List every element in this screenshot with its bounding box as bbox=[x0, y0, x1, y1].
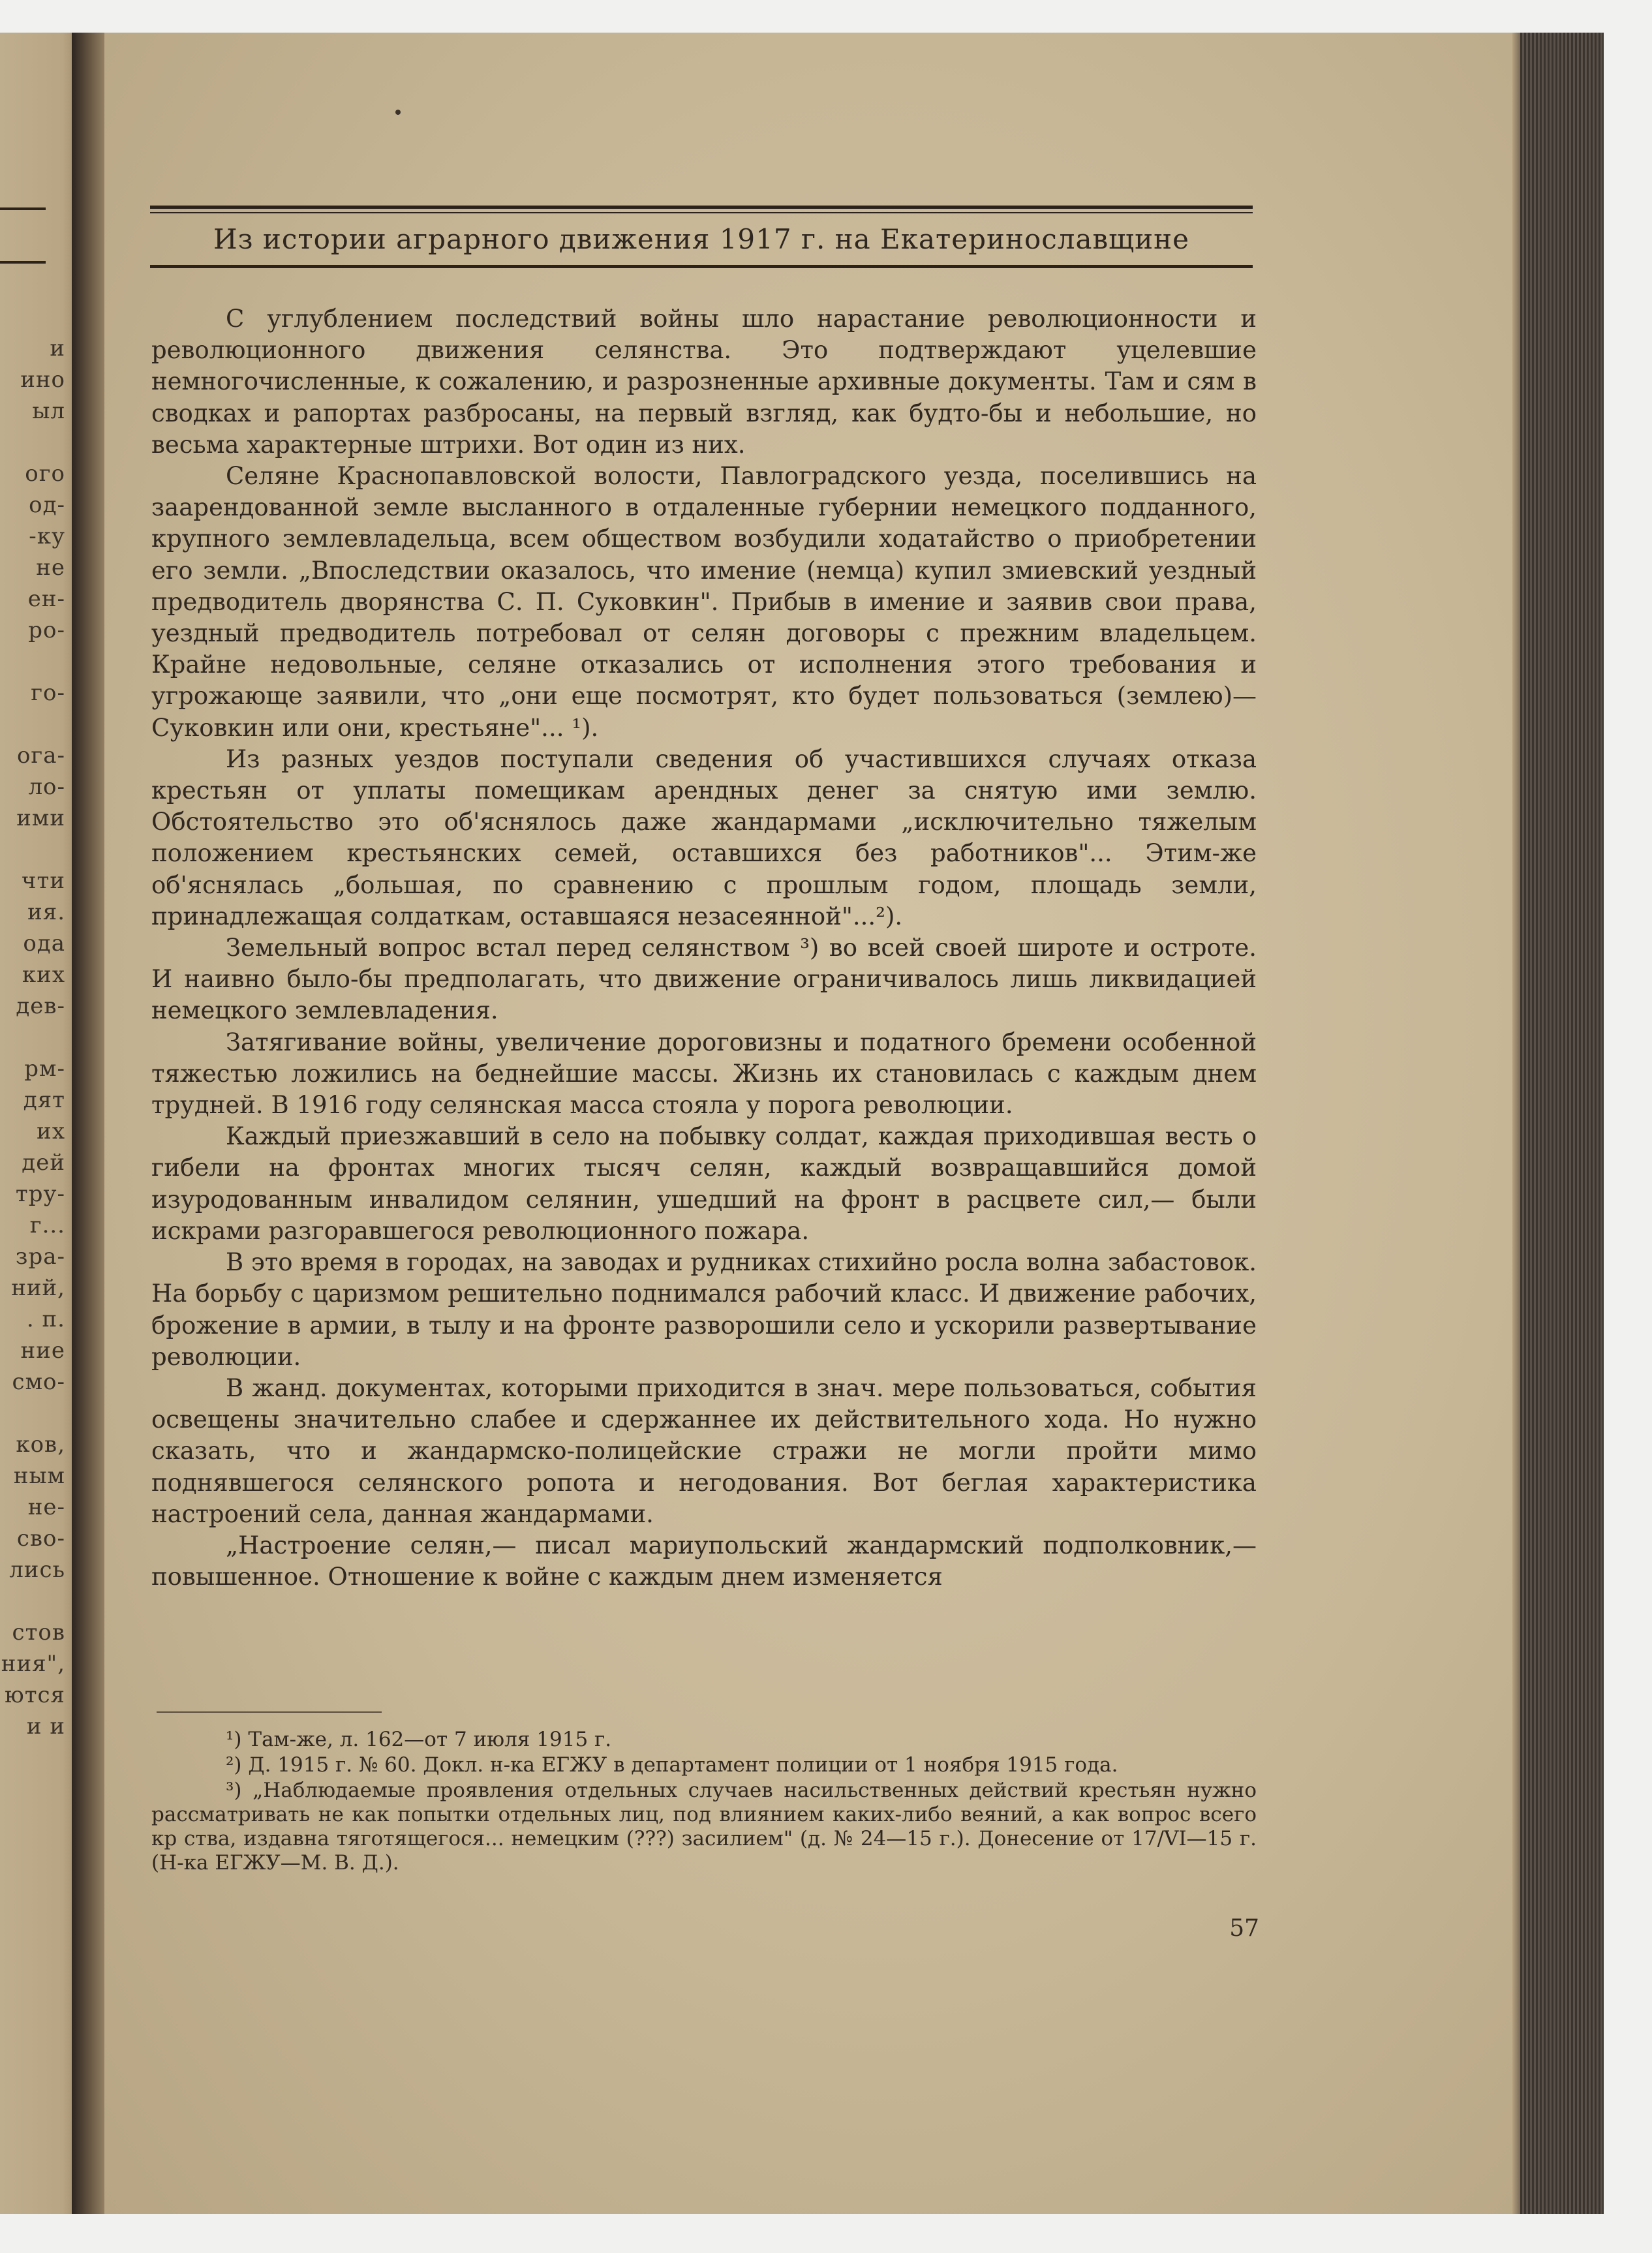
left-page-rule bbox=[0, 261, 46, 264]
left-page-fragment: их bbox=[37, 1118, 65, 1144]
header-rule-top-thin bbox=[150, 212, 1253, 213]
footnote-text: „Наблюдаемые проявления отдельных случаев насильственных действий крестьян нужно рассматривать не как попытки отдельных лиц, под влиянием каких-либо веяний, а как вопрос всего кр ства, издавна тяготящегося... немецким (???) засилием" (д. № 24—15 г.). Донесение от 17/VI—15 г. (Н-ка ЕГЖУ—М. В. Д.). bbox=[151, 1779, 1257, 1875]
left-page-fragment: ино bbox=[20, 367, 65, 393]
paragraph: В это время в городах, на заводах и рудниках стихийно росла волна забастовок. На борьбу с царизмом решительно поднимался рабочий класс. И движение рабочих, брожение в армии, в тылу и на фронте разворошили село и ускорили развертывание революции. bbox=[151, 1248, 1257, 1371]
body-text bbox=[151, 303, 1257, 1593]
left-page-fragment: ков, bbox=[16, 1432, 65, 1458]
footnote-rule bbox=[157, 1711, 382, 1713]
paragraph: Земельный вопрос встал перед селянством ³) во всей своей широте и остроте. И наивно было-бы предполагать, что движение ограничивалось лишь ликвидацией немецкого землевладения. bbox=[151, 934, 1257, 1025]
left-page-fragment: ких bbox=[22, 962, 65, 988]
left-page-fragment: ия. bbox=[27, 899, 65, 925]
left-page-fragment: сво- bbox=[16, 1525, 65, 1552]
left-page-fragment: -ку bbox=[29, 523, 65, 549]
left-page-fragment: ло- bbox=[28, 774, 65, 800]
left-page-fragment bbox=[0, 1586, 65, 1617]
left-page-fragment: ими bbox=[16, 805, 65, 831]
left-page-fragment: ога- bbox=[16, 743, 65, 769]
left-page-fragment bbox=[0, 1022, 65, 1053]
paragraph: Селяне Краснопавловской волости, Павлоградского уезда, поселившись на заарендованной земле высланного в отдаленные губернии немецкого подданного, крупного землевладельца, всем обществом возбудили ходатайство о приобретении его земли. „Впоследствии оказалось, что имение (немца) купил змиевский уездный предводитель дворянства С. П. Суковкин". Прибыв в имение и заявив свои права, уездный предводитель потребовал от селян договоры с прежним владельцем. Крайне недовольные, селяне отказались от исполнения этого требования и угрожающе заявили, что „они еще посмотрят, кто будет пользоваться (землею)—Суковкин или они, крестьяне"... ¹). bbox=[151, 462, 1257, 742]
left-page-fragment: ыл bbox=[32, 398, 65, 424]
page-number: 57 bbox=[1229, 1915, 1259, 1942]
paragraph: В жанд. документах, которыми приходится в знач. мере пользоваться, события освещены значительно слабее и сдержаннее их действительного хода. Но нужно сказать, что и жандармско-полицейские стражи не могли пройти мимо поднявшегося селянского ропота и негодования. Вот беглая характеристика настроений села, данная жандармами. bbox=[151, 1373, 1257, 1528]
left-page-fragment: од- bbox=[29, 492, 65, 518]
running-header: Из истории аграрного движения 1917 г. на Екатеринославщине bbox=[213, 223, 1190, 255]
left-page-fragment bbox=[0, 834, 65, 865]
left-page-fragment: дят bbox=[23, 1087, 65, 1113]
paragraph: Из разных уездов поступали сведения об участившихся случаях отказа крестьян от уплаты помещикам арендных денег за снятую ими землю. Обстоятельство это об'яснялось даже жандармами „исключительно тяжелым положением крестьянских семей, оставшихся без работников"... Этим-же об'яснялась „большая, по сравнению с прошлым годом, площадь земли, принадлежащая солдаткам, оставшаяся незасеянной"...²). bbox=[151, 744, 1257, 930]
footnote-mark: ¹) bbox=[226, 1728, 242, 1751]
footnote-text: Д. 1915 г. № 60. Докл. н-ка ЕГЖУ в департамент полиции от 1 ноября 1915 года. bbox=[248, 1753, 1118, 1777]
left-page-fragment: рм- bbox=[24, 1056, 65, 1082]
footnote bbox=[151, 1753, 1257, 1777]
footnote bbox=[151, 1728, 1257, 1752]
footnote-text: Там-же, л. 162—от 7 июля 1915 г. bbox=[248, 1728, 612, 1751]
left-page-fragment: чти bbox=[22, 868, 65, 894]
left-page-fragment: стов bbox=[12, 1619, 65, 1646]
left-page-fragment: . п. bbox=[26, 1306, 65, 1332]
left-page-fragment: дев- bbox=[16, 993, 65, 1019]
left-page-fragment: го- bbox=[31, 680, 65, 706]
left-page-words bbox=[0, 333, 65, 1742]
left-page-fragment bbox=[0, 709, 65, 740]
left-page-fragment: ний, bbox=[11, 1275, 65, 1301]
paragraph: С углублением последствий войны шло нарастание революционности и революционного движения селянства. Это подтверждают уцелевшие немногочисленные, к сожалению, и разрозненные архивные документы. Там и сям в сводках и рапортах разбросаны, на первый взгляд, как будто-бы и небольшие, но весьма характерные штрихи. Вот один из них. bbox=[151, 305, 1257, 459]
left-page-fragment: и bbox=[50, 335, 65, 361]
left-page-fragment: лись bbox=[9, 1557, 65, 1583]
left-page-fragment: ние bbox=[20, 1338, 65, 1364]
footnote-mark: ²) bbox=[226, 1753, 242, 1777]
header-rule-bottom bbox=[150, 265, 1253, 268]
left-page-fragment: не- bbox=[27, 1494, 65, 1520]
left-page-fragment: смо- bbox=[12, 1369, 65, 1395]
scan-border-right bbox=[1604, 0, 1652, 2253]
left-page-fragment: ен- bbox=[27, 586, 65, 612]
left-page-fragment: и и bbox=[26, 1713, 65, 1740]
left-page-fragment: тру- bbox=[15, 1181, 65, 1207]
ink-speck bbox=[395, 110, 401, 115]
left-page-fragment: не bbox=[36, 555, 65, 581]
left-page-fragment: ро- bbox=[28, 617, 65, 643]
footnote bbox=[151, 1779, 1257, 1875]
left-page-fragment bbox=[0, 646, 65, 677]
left-page-fragment: ого bbox=[25, 461, 65, 487]
footnote-mark: ³) bbox=[226, 1779, 242, 1802]
left-page-fragment: ода bbox=[23, 930, 65, 957]
left-page-fragment bbox=[0, 427, 65, 458]
paragraph: „Настроение селян,— писал мариупольский жандармский подполковник,— повышенное. Отношение к войне с каждым днем изменяется bbox=[151, 1531, 1257, 1591]
left-page-rule bbox=[0, 207, 46, 210]
left-page-fragment: ния", bbox=[1, 1651, 65, 1677]
footnotes bbox=[151, 1728, 1257, 1877]
left-page-fragment: ным bbox=[13, 1463, 65, 1489]
left-page-fragment: г... bbox=[29, 1212, 65, 1238]
page-edges bbox=[1520, 33, 1604, 2214]
scan-border-top bbox=[0, 0, 1652, 33]
paragraph: Каждый приезжавший в село на побывку солдат, каждая приходившая весть о гибели на фронтах многих тысяч селян, каждый возвращавшийся домой изуродованным инвалидом селянин, ушедший на фронт в расцвете сил,— были искрами разгоравшегося революционного пожара. bbox=[151, 1122, 1257, 1245]
left-page-fragment: зра- bbox=[15, 1244, 65, 1270]
left-page-fragment: дей bbox=[22, 1150, 65, 1176]
paragraph: Затягивание войны, увеличение дороговизны и податного бремени особенной тяжестью ложились на беднейшие массы. Жизнь их становилась с каждым днем трудней. В 1916 году селянская масса стояла у порога революции. bbox=[151, 1028, 1257, 1120]
left-page-fragment bbox=[0, 1398, 65, 1429]
left-page-fragment: ются bbox=[5, 1682, 65, 1708]
header-rule-top bbox=[150, 206, 1253, 209]
scan-border-bottom bbox=[0, 2214, 1652, 2253]
